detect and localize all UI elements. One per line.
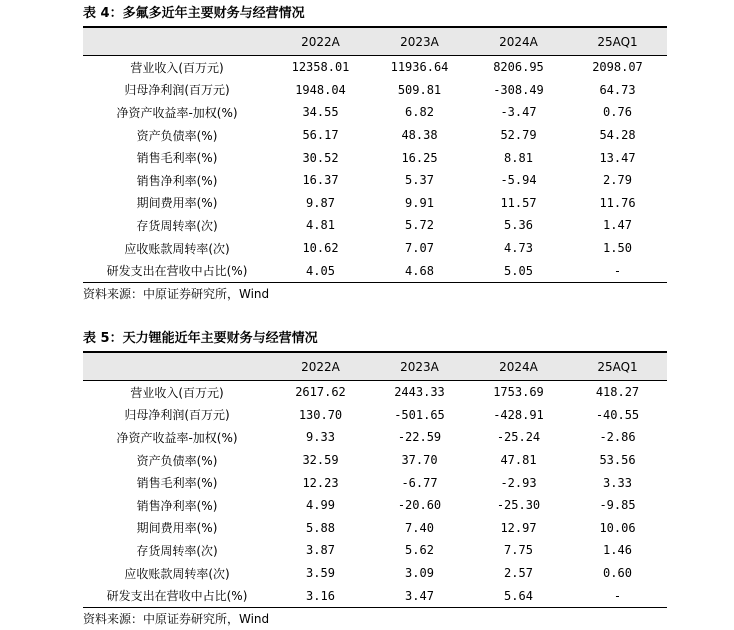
table-cell: 7.40 [405, 520, 434, 535]
table-cell: 1.50 [603, 241, 632, 256]
table-cell: 3.33 [603, 475, 632, 490]
table-cell: 16.25 [401, 150, 438, 165]
table-cell: -428.91 [493, 407, 544, 422]
table-cell: -2.86 [599, 430, 636, 445]
table-cell: 130.70 [298, 407, 343, 422]
table-cell: 34.55 [302, 105, 339, 120]
table-5-header-row [83, 352, 667, 381]
table-row [83, 584, 667, 607]
table-cell: -2.93 [500, 475, 537, 490]
table-cell: 509.81 [397, 82, 442, 97]
table-cell: 11936.64 [390, 60, 449, 75]
table-row [83, 517, 667, 540]
table-5-header-cell: 2022A [271, 352, 370, 381]
table-row [83, 259, 667, 282]
table-cell: 3.47 [370, 584, 469, 607]
table-cell: 0.76 [603, 105, 632, 120]
table-cell: 8206.95 [493, 60, 544, 75]
table-5-block [83, 327, 667, 630]
row-label: 净资产收益率-加权(%) [116, 105, 238, 120]
table-cell: 2443.33 [394, 385, 445, 400]
table-cell: 4.68 [370, 259, 469, 282]
table-cell: -3.47 [500, 105, 537, 120]
row-label: 销售毛利率(%) [136, 151, 218, 166]
table-cell: 6.82 [405, 105, 434, 120]
table-cell: 12.23 [302, 475, 339, 490]
table-cell: 48.38 [401, 128, 438, 143]
table-4-title: 表 4：多氟多近年主要财务与经营情况 [83, 6, 305, 21]
table-cell: -5.94 [500, 173, 537, 188]
row-label: 归母净利润(百万元) [124, 408, 230, 423]
table-row [83, 146, 667, 169]
table-5-header-cell: 25AQ1 [568, 352, 667, 381]
table-cell: 8.81 [504, 150, 533, 165]
table-row [83, 471, 667, 494]
table-row [83, 562, 667, 585]
table-5-title: 表 5：天力锂能近年主要财务与经营情况 [83, 331, 318, 346]
table-row [83, 449, 667, 472]
table-cell: 5.62 [405, 543, 434, 558]
table-cell: 1.46 [603, 543, 632, 558]
table-5-body [83, 381, 667, 608]
table-4-header-cell: 2022A [271, 27, 370, 56]
table-cell: -25.24 [496, 430, 541, 445]
table-cell: 0.60 [603, 566, 632, 581]
table-4-header-cell: 2023A [370, 27, 469, 56]
table-row [83, 214, 667, 237]
table-cell: 56.17 [302, 128, 339, 143]
table-cell: 418.27 [595, 385, 640, 400]
table-5-header-cell: 2023A [370, 352, 469, 381]
table-cell: 2617.62 [295, 385, 346, 400]
table-cell: 2.79 [603, 173, 632, 188]
row-label: 应收账款周转率(次) [124, 566, 230, 581]
table-cell: -22.59 [397, 430, 442, 445]
row-label: 归母净利润(百万元) [124, 83, 230, 98]
table-row [83, 169, 667, 192]
row-label: 营业收入(百万元) [130, 60, 224, 75]
table-cell: 54.28 [599, 128, 636, 143]
table-cell: -6.77 [401, 475, 438, 490]
table-row [83, 56, 667, 79]
table-cell: 3.16 [271, 584, 370, 607]
row-label: 研发支出在营收中占比(%) [83, 259, 271, 282]
table-cell: 3.87 [306, 543, 335, 558]
table-cell: 37.70 [401, 453, 438, 468]
table-4-header-cell [83, 27, 271, 56]
row-label: 期间费用率(%) [136, 196, 218, 211]
table-5 [83, 351, 667, 608]
table-cell: 2098.07 [592, 60, 643, 75]
row-label: 销售净利率(%) [136, 173, 218, 188]
table-cell: 5.64 [469, 584, 568, 607]
table-cell: 4.73 [504, 241, 533, 256]
row-label: 存货周转率(次) [136, 218, 218, 233]
table-cell: -40.55 [595, 407, 640, 422]
table-4-body [83, 56, 667, 283]
table-cell: 4.99 [306, 498, 335, 513]
table-cell: 7.75 [504, 543, 533, 558]
row-label: 期间费用率(%) [136, 521, 218, 536]
table-4-source: 资料来源：中原证券研究所，Wind [83, 286, 270, 301]
table-row [83, 381, 667, 404]
table-cell: 11.57 [500, 195, 537, 210]
table-cell: 4.05 [271, 259, 370, 282]
table-cell: 5.36 [504, 218, 533, 233]
table-cell: 11.76 [599, 195, 636, 210]
table-cell: -25.30 [496, 498, 541, 513]
table-cell: 53.56 [599, 453, 636, 468]
table-5-header-cell [83, 352, 271, 381]
table-row [83, 192, 667, 215]
table-cell: 13.47 [599, 150, 636, 165]
table-cell: 1.47 [603, 218, 632, 233]
table-4-header-cell: 25AQ1 [568, 27, 667, 56]
table-cell: 5.88 [306, 520, 335, 535]
table-cell: 9.33 [306, 430, 335, 445]
table-row [83, 426, 667, 449]
table-cell: 9.87 [306, 195, 335, 210]
table-cell: 30.52 [302, 150, 339, 165]
table-4 [83, 26, 667, 283]
table-cell: 2.57 [504, 566, 533, 581]
table-cell: 47.81 [500, 453, 537, 468]
table-5-source: 资料来源：中原证券研究所，Wind [83, 611, 270, 626]
table-cell: -308.49 [493, 82, 544, 97]
row-label: 净资产收益率-加权(%) [116, 430, 238, 445]
table-cell: 10.06 [599, 520, 636, 535]
table-row [83, 101, 667, 124]
table-cell: -501.65 [394, 407, 445, 422]
table-cell: 5.72 [405, 218, 434, 233]
table-row [83, 539, 667, 562]
table-cell: 5.05 [469, 259, 568, 282]
row-label: 资产负债率(%) [136, 128, 218, 143]
row-label: 资产负债率(%) [136, 453, 218, 468]
table-cell: 3.59 [306, 566, 335, 581]
table-cell: 16.37 [302, 173, 339, 188]
table-cell: 32.59 [302, 453, 339, 468]
row-label: 营业收入(百万元) [130, 385, 224, 400]
table-cell: 9.91 [405, 195, 434, 210]
table-cell: 64.73 [599, 82, 636, 97]
table-4-header-cell: 2024A [469, 27, 568, 56]
table-cell: 10.62 [302, 241, 339, 256]
table-cell: - [568, 259, 667, 282]
table-cell: 52.79 [500, 128, 537, 143]
row-label: 研发支出在营收中占比(%) [83, 584, 271, 607]
row-label: 销售毛利率(%) [136, 476, 218, 491]
row-label: 应收账款周转率(次) [124, 241, 230, 256]
table-cell: -9.85 [599, 498, 636, 513]
table-cell: 5.37 [405, 173, 434, 188]
table-row [83, 237, 667, 260]
table-row [83, 404, 667, 427]
table-5-header-cell: 2024A [469, 352, 568, 381]
table-4-header-row [83, 27, 667, 56]
table-cell: 12358.01 [291, 60, 350, 75]
table-cell: 1948.04 [295, 82, 346, 97]
row-label: 销售净利率(%) [136, 498, 218, 513]
table-cell: -20.60 [397, 498, 442, 513]
table-row [83, 79, 667, 102]
table-cell: 7.07 [405, 241, 434, 256]
table-cell: - [568, 584, 667, 607]
table-row [83, 124, 667, 147]
table-4-block [83, 2, 667, 305]
table-row [83, 494, 667, 517]
row-label: 存货周转率(次) [136, 543, 218, 558]
table-cell: 12.97 [500, 520, 537, 535]
table-cell: 3.09 [405, 566, 434, 581]
table-cell: 4.81 [306, 218, 335, 233]
table-cell: 1753.69 [493, 385, 544, 400]
